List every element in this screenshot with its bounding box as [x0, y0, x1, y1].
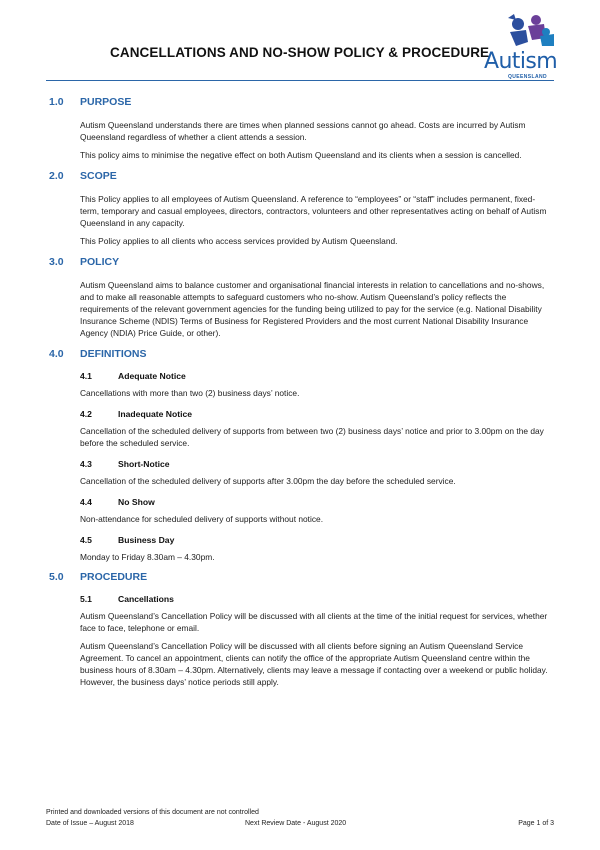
footer-issue-date: Date of Issue – August 2018 [46, 820, 134, 827]
section-procedure [0, 571, 600, 688]
paragraph: Monday to Friday 8.30am – 4.30pm. [80, 552, 215, 562]
subsection-number: 4.5 [80, 535, 92, 545]
subsection-title: Cancellations [118, 594, 174, 604]
subsection-heading [80, 535, 600, 547]
subsection-heading [80, 497, 600, 509]
subsection-number: 4.4 [80, 497, 92, 507]
footer-review-date: Next Review Date - August 2020 [245, 820, 347, 827]
section-number: 3.0 [49, 256, 64, 268]
subsection-title: No Show [118, 497, 155, 507]
subsection-heading [80, 371, 600, 383]
footer-control-note: Printed and downloaded versions of this document are not controlled [46, 809, 259, 816]
subsection-heading [80, 459, 600, 471]
paragraph: Non-attendance for scheduled delivery of supports without notice. [80, 514, 324, 524]
subsection-title: Business Day [118, 535, 175, 545]
section-number: 5.0 [49, 571, 64, 583]
autism-queensland-logo [484, 12, 564, 80]
paragraph: This Policy applies to all employees of Autism Queensland. A reference to “employees” or “staff” includes permanent, fixed-term, temporary and casual employees, directors, contractors, volunteers and other representatives acting on behalf of Autism Queensland in any capacity. [80, 194, 547, 228]
paragraph: Autism Queensland aims to balance customer and organisational financial interests in relation to cancellations and no-shows, and to make all reasonable attempts to safeguard customers who no-show. Autism Queensland’s policy reflects the requirements of the relevant government agencies for the funding being utilized to pay for the service (e.g. National Disability Insurance Scheme (NDIS) Terms of Business for Registered Providers and the most current National Disability Insurance Agency (NDIA) Price Guide, or other). [80, 280, 545, 338]
section-number: 4.0 [49, 348, 64, 360]
subsection-number: 4.3 [80, 459, 92, 469]
paragraph: Cancellations with more than two (2) business days’ notice. [80, 388, 300, 398]
subsection-title: Adequate Notice [118, 371, 186, 381]
paragraph: This Policy applies to all clients who access services provided by Autism Queensland. [80, 236, 398, 246]
subsection-title: Inadequate Notice [118, 409, 193, 419]
logo-wordmark: Autism [484, 49, 558, 74]
paragraph: Autism Queensland’s Cancellation Policy will be discussed with all clients before signing an Autism Queensland Service Agreement. To cancel an appointment, clients can notify the office of the appropriate Autism Queensland centre within the business hours of 8.30am – 4.30pm. Alternatively, clients may leave a message if contacting over a weekend or public holiday. However, the business days’ notice periods still apply. [80, 641, 548, 687]
subsection-heading [80, 409, 600, 421]
subsection-heading [80, 594, 600, 606]
section-definitions [0, 348, 600, 563]
section-number: 2.0 [49, 170, 64, 182]
section-title: PROCEDURE [80, 571, 148, 583]
section-title: SCOPE [80, 170, 117, 182]
paragraph: This policy aims to minimise the negative effect on both Autism Queensland and its clients when a session is cancelled. [80, 150, 522, 160]
section-title: PURPOSE [80, 96, 132, 108]
paragraph: Cancellation of the scheduled delivery of supports after 3.00pm the day before the scheduled service. [80, 476, 456, 486]
subsection-title: Short-Notice [118, 459, 170, 469]
section-purpose [0, 96, 600, 161]
document-title: CANCELLATIONS AND NO-SHOW POLICY & PROCEDURE [110, 45, 490, 60]
footer-page-number: Page 1 of 3 [518, 820, 554, 827]
section-policy [0, 256, 600, 339]
puzzle-figures-icon [502, 12, 558, 52]
page-footer [46, 807, 554, 829]
document-body [0, 96, 600, 694]
section-scope [0, 170, 600, 247]
subsection-number: 4.1 [80, 371, 92, 381]
subsection-number: 4.2 [80, 409, 92, 419]
paragraph: Autism Queensland understands there are times when planned sessions cannot go ahead. Costs are incurred by Autism Queensland regardless of whether a client attends a session. [80, 120, 526, 142]
subsection-number: 5.1 [80, 594, 92, 604]
page-header [0, 0, 600, 80]
logo-subtext: QUEENSLAND [508, 74, 548, 80]
section-title: POLICY [80, 256, 120, 268]
paragraph: Autism Queensland’s Cancellation Policy will be discussed with all clients at the time of the initial request for services, whether face to face, telephone or email. [80, 611, 548, 633]
section-number: 1.0 [49, 96, 64, 108]
section-title: DEFINITIONS [80, 348, 147, 360]
header-divider [46, 80, 554, 81]
paragraph: Cancellation of the scheduled delivery of supports from between two (2) business days’ notice and prior to 3.00pm on the day before the scheduled service. [80, 426, 544, 448]
